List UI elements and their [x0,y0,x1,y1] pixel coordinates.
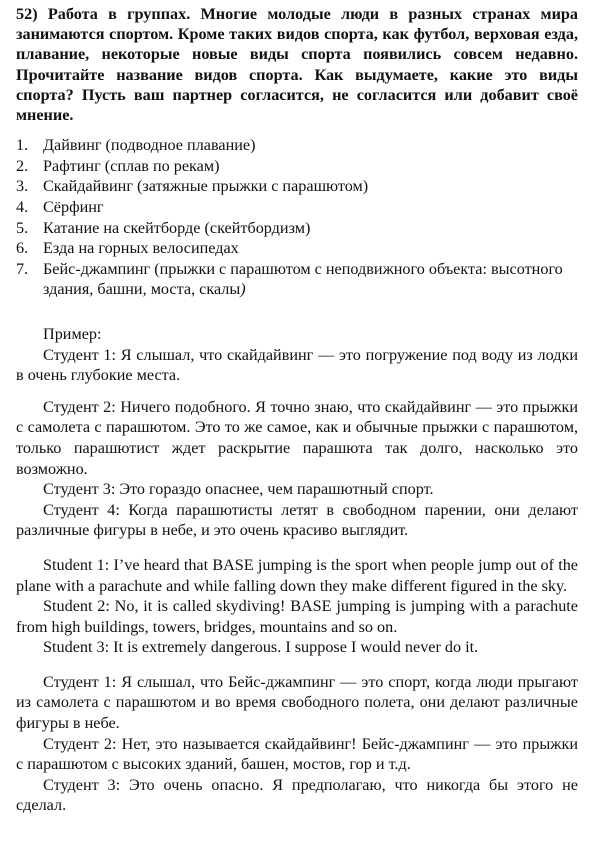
list-item [16,259,578,300]
dialogue-line: Студент 1: Я слышал, что Бейс-джампинг — это спорт, когда люди прыгают из самолета с парашютом и во время свободного полета, они делают различные фигуры в небе. [16,672,578,733]
list-item [16,197,578,218]
example-label: Пример: [43,324,102,343]
dialogue-english [16,555,578,658]
dialogue-line: Студент 3: Это очень опасно. Я предполагаю, что никогда бы этого не сделал. [16,775,578,815]
list-item-text-tail: ) [240,280,246,299]
dialogue-line: Студент 2: Ничего подобного. Я точно знаю, что скайдайвинг — это прыжки с самолета с парашютом. Это то же самое, как и обычные прыжки с парашютом, только парашютист ждет раскрытие парашюта так долго, насколько это возможно. [16,397,578,478]
list-item [16,156,578,177]
dialogue-line: Student 2: No, it is called skydiving! BASE jumping is jumping with a parachute from high buildings, towers, bridges, mountains and so on. [16,597,578,636]
list-item [16,218,578,239]
dialogue-line: Студент 2: Нет, это называется скайдайвинг! Бейс-джампинг — это прыжки с парашютом с высоких зданий, башен, мостов, гор и т.д. [16,734,578,774]
exercise-task-text: Работа в группах. Многие молодые люди в разных странах мира занимаются спортом. Кроме таких видов спорта, как футбол, верховая езда, плавание, некоторые новые виды спорта появились совсем недавно. Прочитайте название видов спорта. Как выдумаете, какие это виды спорта? Пусть ваш партнер согласится, не согласится или добавит своё мнение. [16,5,578,125]
list-item-text: Рафтинг (сплав по рекам) [43,156,220,175]
dialogue-line: Student 3: It is extremely dangerous. I suppose I would never do it. [43,638,479,657]
list-item-number: 1. [16,136,29,155]
list-item-text: Езда на горных велосипедах [43,239,239,258]
dialogue-line: Студент 1: Я слышал, что скайдайвинг — это погружение под воду из лодки в очень глубокие места. [16,345,578,385]
list-item-text: Сёрфинг [43,198,104,216]
dialogue-line: Student 1: I’ve heard that BASE jumping is the sport when people jump out of the plane with a parachute and while falling down they make different figured in the sky. [16,555,578,595]
list-item [16,176,578,197]
list-item-number: 6. [16,239,29,258]
list-item-number: 7. [16,259,29,278]
exercise-task [16,4,578,125]
dialogue-russian-2 [16,672,578,816]
sports-list [16,135,578,300]
dialogue-line: Студент 3: Это гораздо опаснее, чем парашютный спорт. [43,480,434,499]
list-item [16,135,578,156]
dialogue-russian-1 [16,345,578,541]
exercise-number: 52) [16,5,38,23]
textbook-page [16,4,578,816]
list-item-number: 5. [16,218,29,237]
list-item-text: Дайвинг (подводное плавание) [43,136,256,155]
list-item-text: Скайдайвинг (затяжные прыжки с парашютом) [43,177,369,196]
dialogue-line: Студент 4: Когда парашютисты летят в свободном парении, они делают различные фигуры в небе, и это очень красиво выглядит. [16,500,578,540]
list-item-number: 4. [16,198,29,216]
list-item [16,238,578,259]
list-item-number: 3. [16,177,29,196]
list-item-text: Бейс-джампинг (прыжки с парашютом с неподвижного объекта: высотного здания, башни, моста, скалы [43,259,563,299]
list-item-text: Катание на скейтборде (скейтбордизм) [43,218,311,237]
list-item-number: 2. [16,156,29,175]
